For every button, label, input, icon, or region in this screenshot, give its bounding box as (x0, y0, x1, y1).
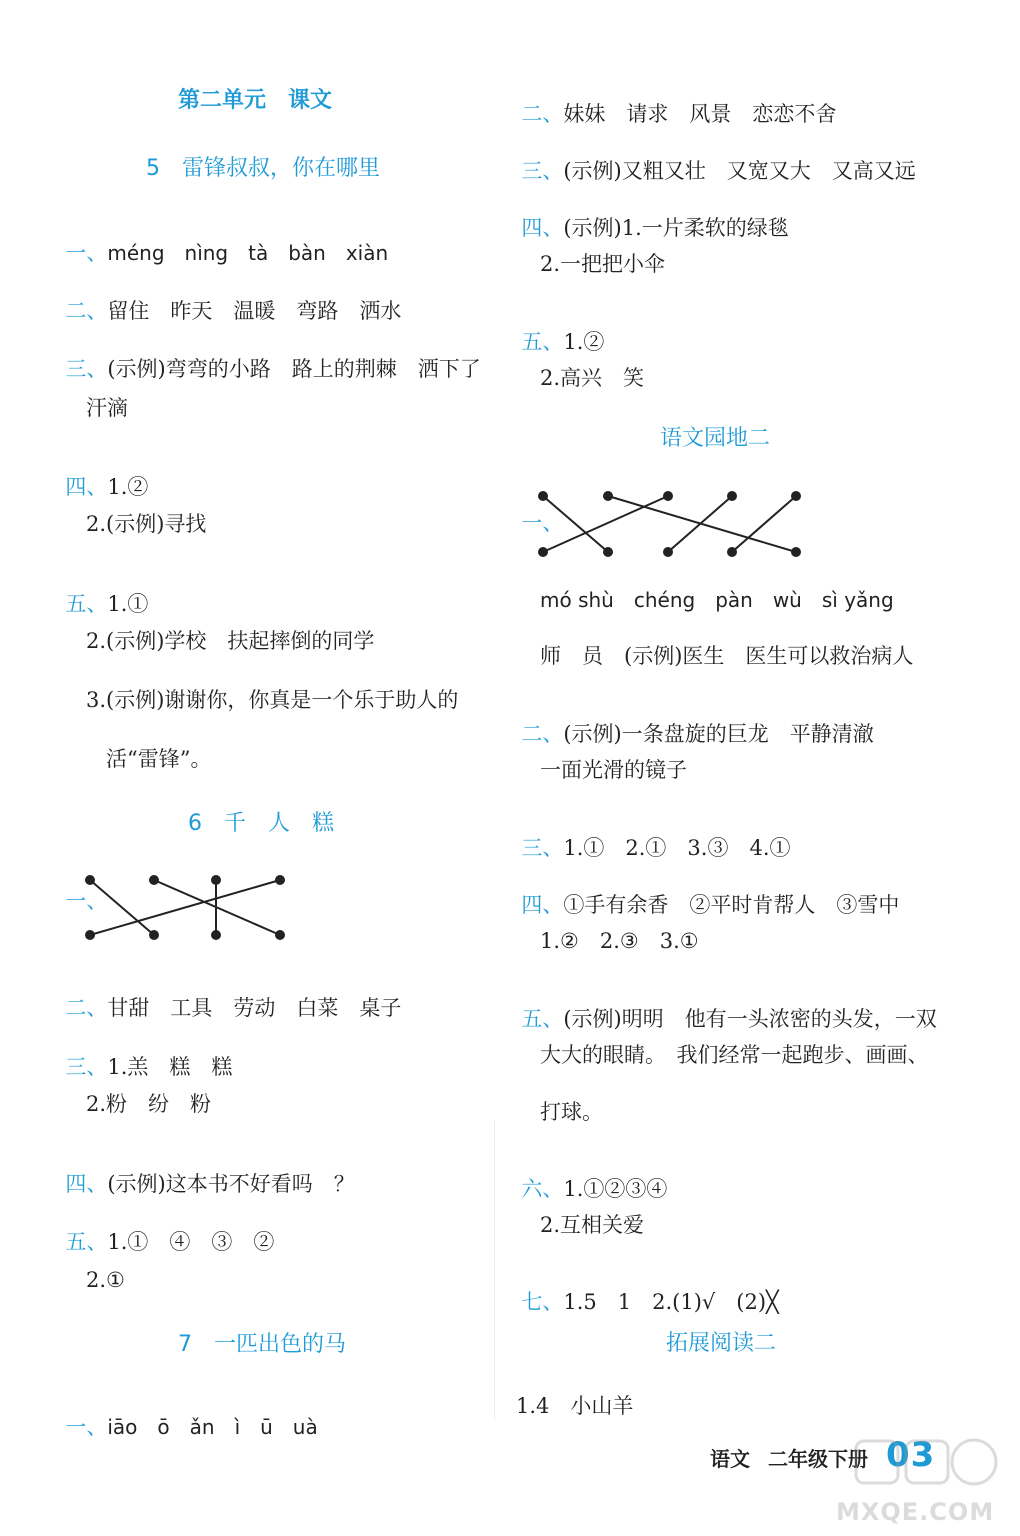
question-mark: 七、 (521, 1290, 564, 1314)
question-mark: 五、 (65, 1230, 108, 1254)
answer-text: 1.② (107, 475, 149, 499)
answer-text: ①手有余香 ②平时肯帮人 ③雪中 (563, 893, 900, 917)
answer-text: 1.① (107, 592, 149, 616)
garden-title: 语文园地二 (660, 426, 771, 451)
g-q2 (508, 703, 874, 745)
g-q5-cont1: 大大的眼睛。 我们经常一起跑步、画画、 (540, 1043, 929, 1067)
footer-subject: 语文 (710, 1447, 750, 1471)
match-dot (664, 548, 672, 556)
answer-text: (示例)明明 他有一头浓密的头发，一双 (563, 1007, 937, 1031)
question-mark: 四、 (65, 475, 108, 499)
r-q5-a2: 2.高兴 笑 (540, 366, 645, 390)
question-mark: 一、 (65, 241, 108, 265)
match-line (543, 496, 668, 552)
match-dot (539, 492, 547, 500)
question-mark: 二、 (65, 996, 108, 1020)
match-dot (664, 492, 672, 500)
lesson-7-title: 7 一匹出色的马 (178, 1332, 346, 1357)
answer-text: 1.羔 糕 糕 (107, 1055, 233, 1079)
question-mark: 三、 (521, 159, 564, 183)
answer-text: 甘甜 工具 劳动 白菜 桌子 (107, 996, 402, 1020)
answer-text: 1.①②③④ (563, 1177, 668, 1201)
question-mark: 五、 (521, 1007, 564, 1031)
match-dot (792, 492, 800, 500)
match-line (732, 496, 796, 552)
answer-text: 1.② (563, 330, 605, 354)
question-mark: 五、 (65, 592, 108, 616)
l6-q5-a2: 2.① (86, 1268, 125, 1292)
answer-text: (示例)一条盘旋的巨龙 平静清澈 (563, 722, 874, 746)
answer-text: (示例)又粗又壮 又宽又大 又高又远 (563, 159, 916, 183)
question-mark: 六、 (521, 1177, 564, 1201)
match-line (668, 496, 732, 552)
question-mark: 三、 (521, 836, 564, 860)
footer-grade: 二年级下册 (768, 1447, 868, 1471)
g-q3 (508, 817, 791, 859)
watermark-logo (816, 1433, 1006, 1528)
g-q6 (508, 1158, 667, 1200)
g-q4-a2: 1.② 2.③ 3.① (540, 929, 699, 953)
l5-q5-a3-cont: 活“雷锋”。 (106, 747, 212, 771)
question-mark: 二、 (65, 299, 108, 323)
answer-text: 1.① ④ ③ ② (107, 1230, 275, 1254)
match-line (608, 496, 796, 552)
question-mark: 一、 (65, 889, 108, 913)
g-q5 (508, 988, 937, 1030)
l5-q5-a2: 2.(示例)学校 扶起摔倒的同学 (86, 629, 375, 653)
r-q4-a2: 2.一把把小伞 (540, 252, 666, 276)
g-q5-cont2: 打球。 (540, 1100, 603, 1124)
match-dot (604, 492, 612, 500)
match-dot (604, 548, 612, 556)
answer-text: 1.5 1 2.(1)√ (2)╳ (563, 1290, 779, 1314)
answer-text: (示例)1.一片柔软的绿毯 (563, 216, 789, 240)
question-mark: 三、 (65, 1055, 108, 1079)
match-dot (728, 548, 736, 556)
match-dot (539, 548, 547, 556)
question-mark: 四、 (521, 893, 564, 917)
answer-text: 1.① 2.① 3.③ 4.① (563, 836, 791, 860)
lesson-6-title: 6 千 人 糕 (188, 811, 334, 836)
reading-a1: 1.4 小山羊 (516, 1394, 634, 1418)
match-dot (728, 492, 736, 500)
answer-text: (示例)弯弯的小路 路上的荆棘 洒下了 (107, 357, 481, 381)
question-mark: 二、 (521, 102, 564, 126)
question-mark: 三、 (65, 357, 108, 381)
question-mark: 四、 (65, 1172, 108, 1196)
g-q1-pinyin: mó shù chéng pàn wù sì yǎng (540, 588, 894, 612)
match-line (543, 496, 608, 552)
answer-text: (示例)这本书不好看吗 ？ (107, 1172, 355, 1196)
answer-text: 妹妹 请求 风景 恋恋不舍 (563, 102, 837, 126)
question-mark: 一、 (521, 511, 564, 535)
answer-text: iāo ō ǎn ì ū uà (107, 1415, 318, 1439)
l5-q4-a2: 2.(示例)寻找 (86, 512, 207, 536)
g-q1-line2: 师 员 (示例)医生 医生可以救治病人 (540, 644, 914, 668)
g-q6-a2: 2.互相关爱 (540, 1213, 645, 1237)
l6-q3-a2: 2.粉 纷 粉 (86, 1092, 212, 1116)
question-mark: 一、 (65, 1415, 108, 1439)
page-number: 03 (886, 1435, 936, 1475)
match-dot (792, 548, 800, 556)
watermark-text: MXQE.COM (836, 1498, 995, 1526)
g-q7 (508, 1271, 779, 1313)
unit-title: 第二单元 课文 (178, 88, 333, 113)
answer-text: méng nìng tà bàn xiàn (107, 241, 389, 265)
lesson-5-title: 5 雷锋叔叔，你在哪里 (146, 156, 380, 181)
g-q4 (508, 874, 899, 916)
question-mark: 四、 (521, 216, 564, 240)
reading-title: 拓展阅读二 (666, 1331, 777, 1356)
question-mark: 五、 (521, 330, 564, 354)
l5-q3-cont: 汗滴 (86, 396, 128, 420)
l5-q5-a3: 3.(示例)谢谢你，你真是一个乐于助人的 (86, 688, 459, 712)
answer-text: 留住 昨天 温暖 弯路 洒水 (107, 299, 402, 323)
watermark-seal-icon (816, 1433, 1006, 1503)
g-q2-cont: 一面光滑的镜子 (540, 758, 687, 782)
question-mark: 二、 (521, 722, 564, 746)
